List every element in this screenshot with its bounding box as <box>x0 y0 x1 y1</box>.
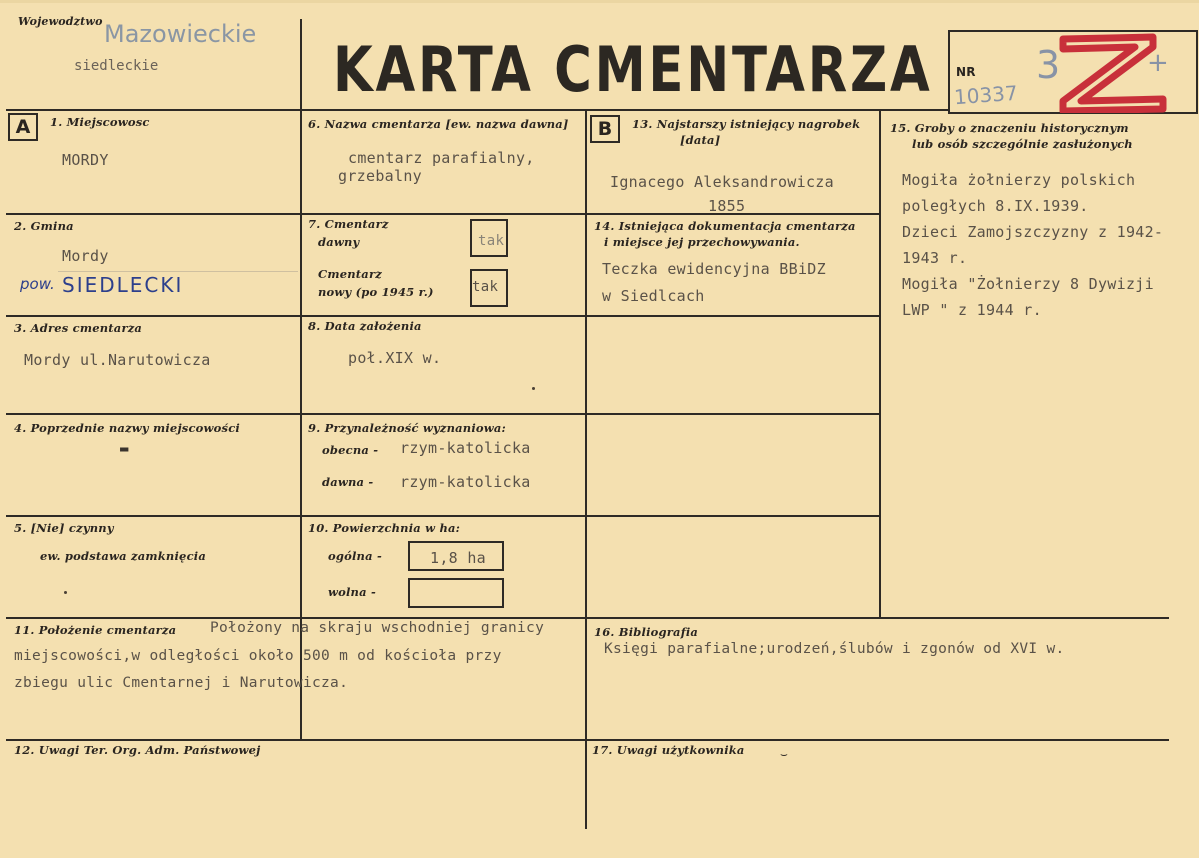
field-11-label: 11. Położenie cmentarza <box>14 623 177 637</box>
field-6-value-2: grzebalny <box>338 167 422 185</box>
field-9-dawna-label: dawna - <box>322 475 374 489</box>
field-15-label-2: lub osób szczególnie zasłużonych <box>912 137 1133 151</box>
section-b-marker: B <box>590 115 620 143</box>
field-9-obecna-label: obecna - <box>322 443 379 457</box>
field-14-value-2: w Siedlcach <box>602 287 705 305</box>
field-16-label: 16. Bibliografia <box>594 625 699 639</box>
field-7-nowy-value: tak <box>472 279 499 295</box>
field-11-line-1: Położony na skraju wschodniej granicy <box>210 620 545 636</box>
page-title: KARTA CMENTARZA <box>333 33 933 106</box>
field-1-label: 1. Miejscowosc <box>50 115 150 129</box>
field-10-ogolna-value: 1,8 ha <box>430 549 486 567</box>
field-17-label: 17. Uwagi użytkownika <box>592 743 745 757</box>
field-7-label-4: nowy (po 1945 r.) <box>318 285 434 299</box>
field-13-value-2: 1855 <box>708 197 746 211</box>
field-5-label: 5. [Nie] czynny <box>14 521 114 535</box>
field-11-line-2: miejscowości,w odległości około 500 m od kościoła przy <box>14 648 502 664</box>
field-8-value: poł.XIX w. <box>348 349 442 367</box>
field-10-wolna-box <box>408 578 504 608</box>
field-14-label-2: i miejsce jej przechowywania. <box>604 235 800 249</box>
field-15-line-6: LWP " z 1944 r. <box>902 301 1042 319</box>
field-14-value-1: Teczka ewidencyjna BBiDZ <box>602 260 826 278</box>
field-9-label: 9. Przynależność wyznaniowa: <box>308 421 506 435</box>
section-a-marker: A <box>8 113 38 141</box>
field-15-line-2: poległych 8.IX.1939. <box>902 197 1089 215</box>
field-16-value: Księgi parafialne;urodzeń,ślubów i zgonów od XVI w. <box>604 641 1065 657</box>
field-3-value: Mordy ul.Narutowicza <box>24 351 211 369</box>
field-11-line-3: zbiegu ulic Cmentarnej i Narutowicza. <box>14 675 349 691</box>
svg-text:+: + <box>1147 48 1169 78</box>
field-2-pow-value: SIEDLECKI <box>62 273 184 297</box>
field-10-label: 10. Powierzchnia w ha: <box>308 521 461 535</box>
field-9-dawna-value: rzym-katolicka <box>400 473 531 491</box>
field-1-value: MORDY <box>62 151 109 169</box>
field-15-line-3: Dzieci Zamojszczyzny z 1942- <box>902 223 1164 241</box>
field-13-label-2: [data] <box>680 133 721 147</box>
z-mark-icon <box>1055 31 1175 113</box>
field-15-line-5: Mogiła "Żołnierzy 8 Dywizji <box>902 275 1154 293</box>
nr-pencil-extra: 3 <box>1036 43 1061 87</box>
field-7-label-1: 7. Cmentarz <box>308 217 389 231</box>
field-10-ogolna-label: ogólna - <box>328 549 382 563</box>
field-15-line-1: Mogiła żołnierzy polskich <box>902 171 1136 189</box>
wojewodztwo-label: Wojewodztwo <box>18 15 103 28</box>
field-6-label: 6. Nazwa cmentarza [ew. nazwa dawna] <box>308 117 569 131</box>
field-13-value-1: Ignacego Aleksandrowicza <box>610 173 834 191</box>
field-10-wolna-label: wolna - <box>328 585 376 599</box>
wojewodztwo-typed: siedleckie <box>74 58 159 74</box>
field-15-label-1: 15. Groby o znaczeniu historycznym <box>890 121 1129 135</box>
field-2-label: 2. Gmina <box>14 219 74 233</box>
field-2-pow-prefix: pow. <box>20 275 55 293</box>
field-14-label-1: 14. Istniejąca dokumentacja cmentarza <box>594 219 856 233</box>
field-13-label-1: 13. Najstarszy istniejący nagrobek <box>632 117 861 131</box>
field-9-obecna-value: rzym-katolicka <box>400 439 531 457</box>
field-6-value-1: cmentarz parafialny, <box>348 149 535 167</box>
field-8-label: 8. Data założenia <box>308 319 422 333</box>
field-12-label: 12. Uwagi Ter. Org. Adm. Państwowej <box>14 743 261 757</box>
field-2-value: Mordy <box>62 247 109 265</box>
field-5-label-2: ew. podstawa zamknięcia <box>40 549 206 563</box>
nr-label: NR <box>956 65 976 79</box>
field-3-label: 3. Adres cmentarza <box>14 321 143 335</box>
nr-pencil-value: 10337 <box>953 80 1019 110</box>
field-7-dawny-value: tak <box>478 233 505 249</box>
field-15-line-4: 1943 r. <box>902 249 968 267</box>
field-7-label-3: Cmentarz <box>318 267 382 281</box>
cemetery-card: Wojewodztwo Mazowieckie siedleckie KARTA CMENTARZA NR 10337 3 + A B 1. Miejscowosc MORDY 2. Gmina Mordy pow. SIEDLECKI 3. Adres cmentarza Mordy ul.Narutowicza 4. Poprzednie nazwy miejscowości ▬ 5. [Nie] czynny ew. podstawa zamknięcia 6. Nazwa cmentarza [ew. nazwa dawna] cmentarz parafialny, grzebalny 7. Cmentarz dawny tak Cmentarz nowy (po 1945 r.) tak 8. Data założenia poł.XIX w. 9. Przynależność wyznaniowa: obecna - rzym-katolicka dawna - rzym-katolicka 10. Powierzchnia w ha: ogólna - 1,8 ha wolna - 11. Położenie cmentarza Położony na skraju wschodniej granicy miejscowości,w odległości około 500 m od kościoła przy zbiegu ulic Cmentarnej i Narutowicza. 12. Uwagi Ter. Org. Adm. Państwowej 13. Najstarszy istniejący nagrobek [data] Ignacego Aleksandrowicza 1855 14. Istniejąca dokumentacja cmentarza i miejsce jej przechowywania. Teczka ewidencyjna BBiDZ w Siedlcach 15. Groby o znaczeniu historycznym lub osób szczególnie zasłużonych Mogiła żołnierzy polskich poległych 8.IX.1939. Dzieci Zamojszczyzny z 1942- 1943 r. Mogiła "Żołnierzy 8 Dywizji LWP " z 1944 r. 16. Bibliografia Księgi parafialne;urodzeń,ślubów i zgonów od XVI w. 17. Uwagi użytkownika ⌣ <box>0 0 1199 858</box>
field-4-label: 4. Poprzednie nazwy miejscowości <box>14 421 240 435</box>
wojewodztwo-stamp: Mazowieckie <box>104 20 257 48</box>
field-7-label-2: dawny <box>318 235 360 249</box>
